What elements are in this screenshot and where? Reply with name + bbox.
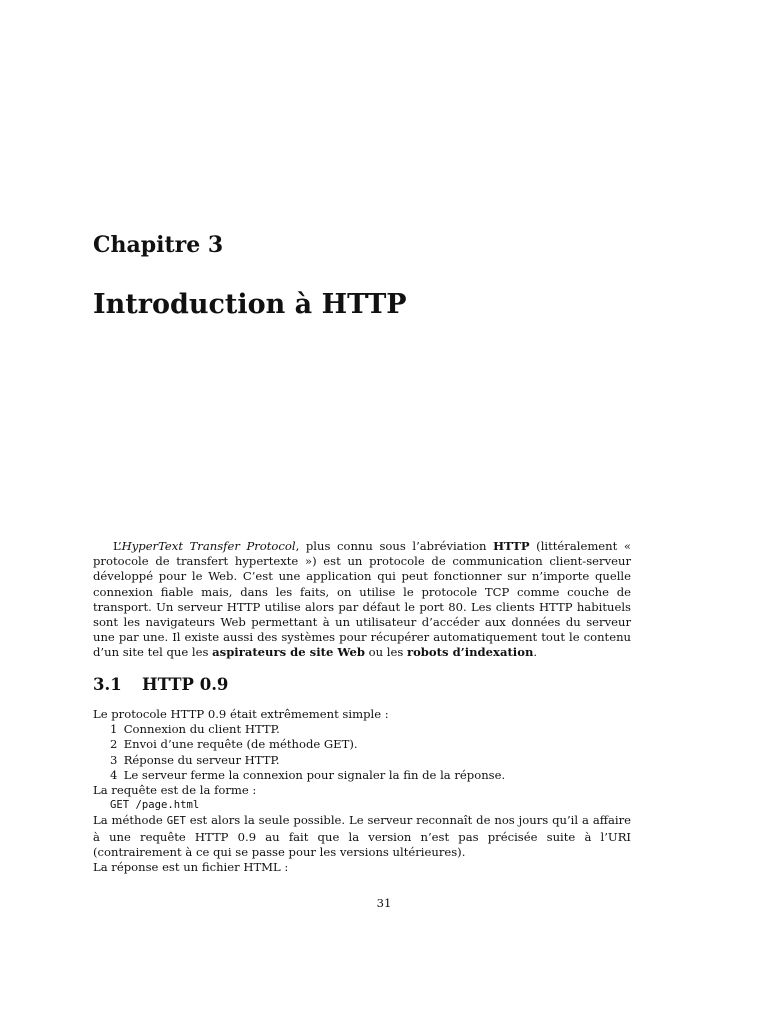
- list-item: [93, 753, 631, 768]
- intro-aspirateurs-term: aspirateurs de site Web: [212, 645, 365, 660]
- step-text: Connexion du client HTTP.: [123, 722, 280, 737]
- intro-robots-term: robots d’indexation: [406, 645, 534, 660]
- method-text-1: La méthode: [93, 813, 167, 828]
- step-number: 4: [110, 767, 118, 782]
- section-lead: Le protocole HTTP 0.9 était extrêmement simple :: [93, 707, 389, 721]
- section-heading: [93, 673, 228, 697]
- intro-text-3: (littéralement « protocole de transfert hypertexte ») est un protocole de communication client-serveur développé pour le Web. C’est une application qui peut fonctionner sur n’importe quelle connexion fiable mais, dans les faits, on utilise le protocole TCP comme couche de transport. Un serveur HTTP utilise alors par défaut le port 80. Les clients HTTP habituels sont les navigateurs Web permettant à un utilisateur d’accéder aux données du serveur une par une. Il existe aussi des systèmes pour récupérer automatiquement tout le contenu d’un site tel que les: [93, 539, 631, 660]
- intro-text-1: L’: [113, 539, 122, 553]
- step-number: 1: [110, 722, 118, 737]
- intro-text-4: ou les: [364, 645, 407, 660]
- section-body: [93, 707, 631, 875]
- list-item: [93, 737, 631, 752]
- intro-text-2: , plus connu sous l’abréviation: [295, 539, 494, 553]
- step-text: Envoi d’une requête (de méthode GET).: [123, 737, 358, 752]
- page-number: 31: [376, 896, 392, 910]
- section-title: HTTP 0.9: [142, 675, 229, 694]
- section-number: 3.1: [93, 675, 122, 694]
- method-inline-code: GET: [166, 815, 186, 828]
- request-code-block: GET /page.html: [110, 799, 200, 812]
- chapter-label: Chapitre 3: [93, 232, 224, 258]
- step-text: Le serveur ferme la connexion pour signaler la fin de la réponse.: [123, 767, 506, 782]
- step-text: Réponse du serveur HTTP.: [123, 752, 280, 767]
- list-item: [93, 722, 631, 737]
- intro-protocol-name: HyperText Transfer Protocol: [121, 539, 296, 553]
- method-text-2: est alors la seule possible. Le serveur reconnaît de nos jours qu’il a affaire à une requête HTTP 0.9 au fait que la version n’est pas précisée suite à l’URI (contrairement à ce qui se passe pour les versions ultérieures).: [93, 813, 631, 859]
- intro-http-term: HTTP: [493, 539, 530, 553]
- steps-list: [93, 722, 631, 783]
- list-item: [93, 768, 631, 783]
- request-lead: La requête est de la forme :: [93, 783, 257, 798]
- intro-text-5: .: [533, 645, 538, 660]
- response-lead: La réponse est un fichier HTML :: [93, 860, 289, 875]
- intro-text: [93, 539, 631, 661]
- intro-paragraph: [93, 539, 631, 661]
- method-paragraph: [93, 813, 631, 860]
- chapter-title: Introduction à HTTP: [93, 289, 407, 320]
- step-number: 3: [110, 752, 118, 767]
- step-number: 2: [110, 737, 118, 752]
